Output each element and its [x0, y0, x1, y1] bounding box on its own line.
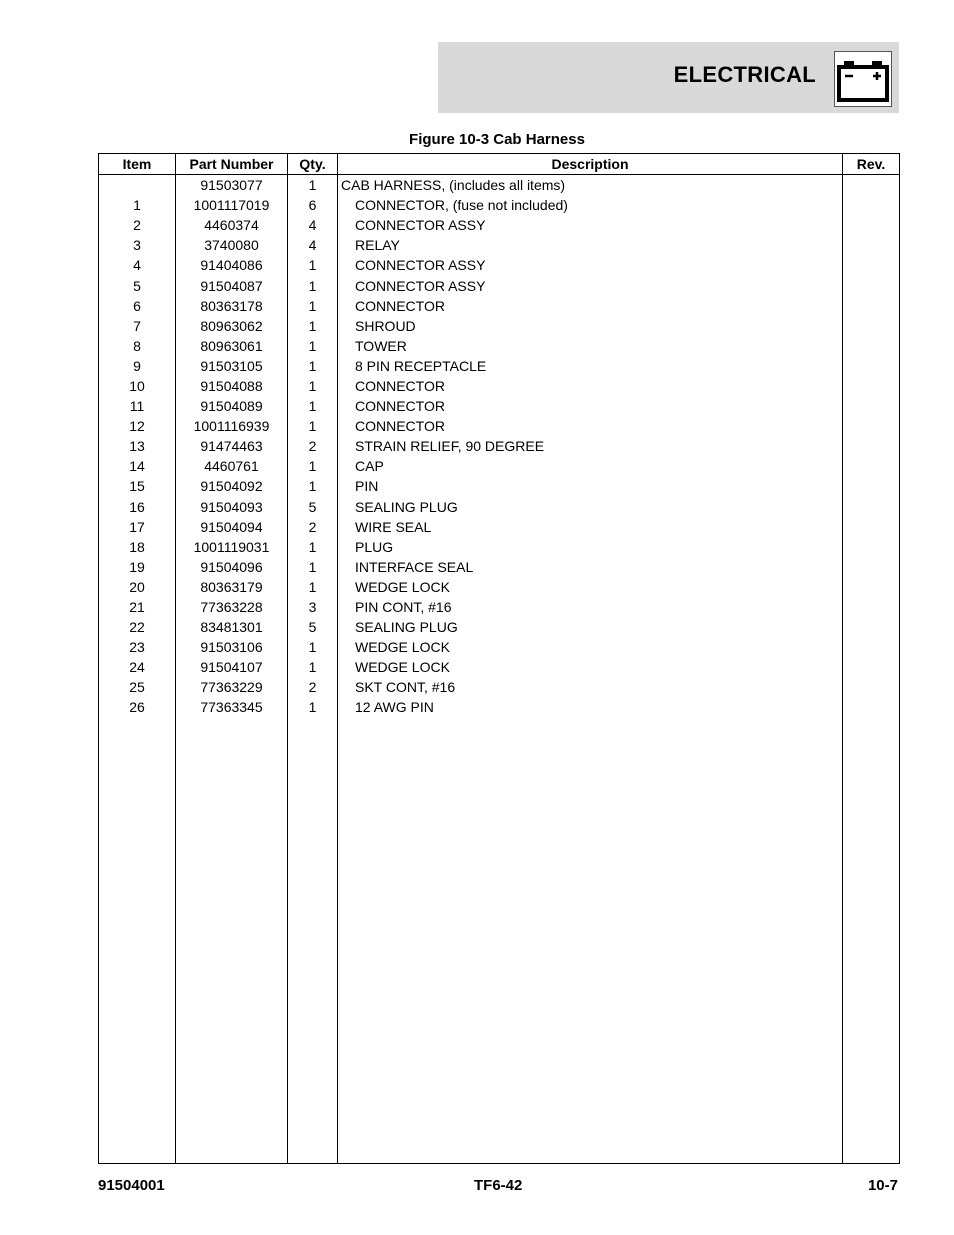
part-number-cell: 91504093 — [176, 497, 288, 517]
quantity-cell: 1 — [288, 316, 338, 336]
table-row — [99, 436, 900, 456]
column-header-qty: Qty. — [288, 154, 338, 175]
revision-cell — [843, 275, 900, 295]
description-cell: CONNECTOR — [338, 296, 843, 316]
quantity-cell: 2 — [288, 677, 338, 697]
part-number-cell: 80363179 — [176, 577, 288, 597]
quantity-cell: 1 — [288, 537, 338, 557]
item-number-cell: 13 — [99, 436, 176, 456]
part-number-cell: 80963062 — [176, 316, 288, 336]
quantity-cell: 3 — [288, 597, 338, 617]
item-number-cell: 21 — [99, 597, 176, 617]
table-row — [99, 537, 900, 557]
item-number-cell: 2 — [99, 215, 176, 235]
table-row — [99, 557, 900, 577]
quantity-cell: 1 — [288, 416, 338, 436]
table-row — [99, 517, 900, 537]
revision-cell — [843, 657, 900, 677]
part-number-cell: 77363345 — [176, 697, 288, 717]
empty-cell — [843, 718, 900, 1164]
part-number-cell: 91503106 — [176, 637, 288, 657]
item-number-cell: 5 — [99, 275, 176, 295]
table-row — [99, 577, 900, 597]
item-number-cell: 7 — [99, 316, 176, 336]
quantity-cell: 1 — [288, 376, 338, 396]
quantity-cell: 1 — [288, 255, 338, 275]
item-number-cell: 1 — [99, 195, 176, 215]
description-cell: SKT CONT, #16 — [338, 677, 843, 697]
part-number-cell: 1001117019 — [176, 195, 288, 215]
quantity-cell: 2 — [288, 517, 338, 537]
quantity-cell: 5 — [288, 497, 338, 517]
revision-cell — [843, 597, 900, 617]
quantity-cell: 1 — [288, 476, 338, 496]
table-row — [99, 416, 900, 436]
empty-cell — [288, 718, 338, 1164]
description-cell: TOWER — [338, 336, 843, 356]
part-number-cell: 91504094 — [176, 517, 288, 537]
item-number-cell: 8 — [99, 336, 176, 356]
quantity-cell: 6 — [288, 195, 338, 215]
item-number-cell: 17 — [99, 517, 176, 537]
table-row — [99, 336, 900, 356]
empty-cell — [338, 718, 843, 1164]
empty-cell — [176, 718, 288, 1164]
quantity-cell: 1 — [288, 697, 338, 717]
part-number-cell: 91504087 — [176, 275, 288, 295]
item-number-cell: 24 — [99, 657, 176, 677]
section-banner — [438, 42, 899, 113]
description-cell: WEDGE LOCK — [338, 657, 843, 677]
description-cell: CAP — [338, 456, 843, 476]
revision-cell — [843, 517, 900, 537]
description-cell: CAB HARNESS, (includes all items) — [338, 175, 843, 196]
table-row — [99, 396, 900, 416]
part-number-cell: 91504088 — [176, 376, 288, 396]
quantity-cell: 1 — [288, 657, 338, 677]
column-header-item: Item — [99, 154, 176, 175]
table-row — [99, 617, 900, 637]
item-number-cell: 10 — [99, 376, 176, 396]
revision-cell — [843, 316, 900, 336]
description-cell: CONNECTOR ASSY — [338, 215, 843, 235]
part-number-cell: 77363229 — [176, 677, 288, 697]
part-number-cell: 4460761 — [176, 456, 288, 476]
revision-cell — [843, 497, 900, 517]
description-cell: SHROUD — [338, 316, 843, 336]
quantity-cell: 1 — [288, 577, 338, 597]
table-row — [99, 235, 900, 255]
part-number-cell: 91404086 — [176, 255, 288, 275]
revision-cell — [843, 476, 900, 496]
table-row — [99, 356, 900, 376]
footer-model: TF6-42 — [474, 1177, 523, 1194]
footer-page-number: 10-7 — [867, 1177, 898, 1194]
part-number-cell: 91504089 — [176, 396, 288, 416]
item-number-cell: 16 — [99, 497, 176, 517]
revision-cell — [843, 677, 900, 697]
part-number-cell: 4460374 — [176, 215, 288, 235]
revision-cell — [843, 557, 900, 577]
table-row — [99, 175, 900, 196]
description-cell: 12 AWG PIN — [338, 697, 843, 717]
description-cell: CONNECTOR ASSY — [338, 275, 843, 295]
item-number-cell: 25 — [99, 677, 176, 697]
description-cell: CONNECTOR, (fuse not included) — [338, 195, 843, 215]
quantity-cell: 1 — [288, 296, 338, 316]
part-number-cell: 1001116939 — [176, 416, 288, 436]
part-number-cell: 91474463 — [176, 436, 288, 456]
item-number-cell: 20 — [99, 577, 176, 597]
description-cell: CONNECTOR — [338, 416, 843, 436]
part-number-cell: 1001119031 — [176, 537, 288, 557]
item-number-cell — [99, 175, 176, 196]
description-cell: CONNECTOR ASSY — [338, 255, 843, 275]
section-title: ELECTRICAL — [673, 62, 816, 87]
part-number-cell: 83481301 — [176, 617, 288, 637]
item-number-cell: 9 — [99, 356, 176, 376]
table-row — [99, 597, 900, 617]
figure-title: Figure 10-3 Cab Harness — [409, 131, 585, 148]
quantity-cell: 1 — [288, 456, 338, 476]
table-row — [99, 637, 900, 657]
part-number-cell: 3740080 — [176, 235, 288, 255]
revision-cell — [843, 416, 900, 436]
description-cell: STRAIN RELIEF, 90 DEGREE — [338, 436, 843, 456]
item-number-cell: 18 — [99, 537, 176, 557]
part-number-cell: 91504096 — [176, 557, 288, 577]
item-number-cell: 4 — [99, 255, 176, 275]
item-number-cell: 15 — [99, 476, 176, 496]
revision-cell — [843, 255, 900, 275]
table-row — [99, 497, 900, 517]
footer-doc-number: 91504001 — [98, 1177, 165, 1194]
description-cell: RELAY — [338, 235, 843, 255]
table-header-row — [99, 154, 900, 175]
item-number-cell: 3 — [99, 235, 176, 255]
item-number-cell: 11 — [99, 396, 176, 416]
quantity-cell: 1 — [288, 336, 338, 356]
description-cell: CONNECTOR — [338, 396, 843, 416]
part-number-cell: 91503105 — [176, 356, 288, 376]
table-row — [99, 657, 900, 677]
item-number-cell: 26 — [99, 697, 176, 717]
column-header-description: Description — [338, 154, 843, 175]
table-filler-row — [99, 718, 900, 1164]
revision-cell — [843, 376, 900, 396]
table-row — [99, 275, 900, 295]
description-cell: PIN CONT, #16 — [338, 597, 843, 617]
revision-cell — [843, 697, 900, 717]
quantity-cell: 1 — [288, 557, 338, 577]
part-number-cell: 77363228 — [176, 597, 288, 617]
table-row — [99, 376, 900, 396]
description-cell: WEDGE LOCK — [338, 637, 843, 657]
revision-cell — [843, 336, 900, 356]
quantity-cell: 1 — [288, 356, 338, 376]
revision-cell — [843, 296, 900, 316]
column-header-rev: Rev. — [843, 154, 900, 175]
revision-cell — [843, 175, 900, 196]
part-number-cell: 91503077 — [176, 175, 288, 196]
item-number-cell: 6 — [99, 296, 176, 316]
parts-table — [98, 153, 900, 1164]
battery-icon — [834, 51, 892, 107]
description-cell: WIRE SEAL — [338, 517, 843, 537]
item-number-cell: 12 — [99, 416, 176, 436]
table-row — [99, 697, 900, 717]
item-number-cell: 22 — [99, 617, 176, 637]
item-number-cell: 14 — [99, 456, 176, 476]
table-row — [99, 255, 900, 275]
quantity-cell: 1 — [288, 275, 338, 295]
part-number-cell: 80363178 — [176, 296, 288, 316]
description-cell: WEDGE LOCK — [338, 577, 843, 597]
revision-cell — [843, 617, 900, 637]
description-cell: PIN — [338, 476, 843, 496]
revision-cell — [843, 235, 900, 255]
description-cell: SEALING PLUG — [338, 497, 843, 517]
revision-cell — [843, 195, 900, 215]
description-cell: SEALING PLUG — [338, 617, 843, 637]
revision-cell — [843, 436, 900, 456]
quantity-cell: 4 — [288, 235, 338, 255]
description-cell: CONNECTOR — [338, 376, 843, 396]
quantity-cell: 1 — [288, 175, 338, 196]
table-row — [99, 476, 900, 496]
quantity-cell: 1 — [288, 637, 338, 657]
revision-cell — [843, 396, 900, 416]
quantity-cell: 2 — [288, 436, 338, 456]
quantity-cell: 4 — [288, 215, 338, 235]
quantity-cell: 1 — [288, 396, 338, 416]
part-number-cell: 91504092 — [176, 476, 288, 496]
table-row — [99, 677, 900, 697]
table-row — [99, 316, 900, 336]
revision-cell — [843, 456, 900, 476]
description-cell: 8 PIN RECEPTACLE — [338, 356, 843, 376]
revision-cell — [843, 537, 900, 557]
quantity-cell: 5 — [288, 617, 338, 637]
table-row — [99, 215, 900, 235]
column-header-part-number: Part Number — [176, 154, 288, 175]
description-cell: PLUG — [338, 537, 843, 557]
revision-cell — [843, 637, 900, 657]
table-row — [99, 456, 900, 476]
empty-cell — [99, 718, 176, 1164]
table-row — [99, 195, 900, 215]
description-cell: INTERFACE SEAL — [338, 557, 843, 577]
item-number-cell: 23 — [99, 637, 176, 657]
revision-cell — [843, 215, 900, 235]
item-number-cell: 19 — [99, 557, 176, 577]
revision-cell — [843, 577, 900, 597]
part-number-cell: 80963061 — [176, 336, 288, 356]
part-number-cell: 91504107 — [176, 657, 288, 677]
table-row — [99, 296, 900, 316]
revision-cell — [843, 356, 900, 376]
